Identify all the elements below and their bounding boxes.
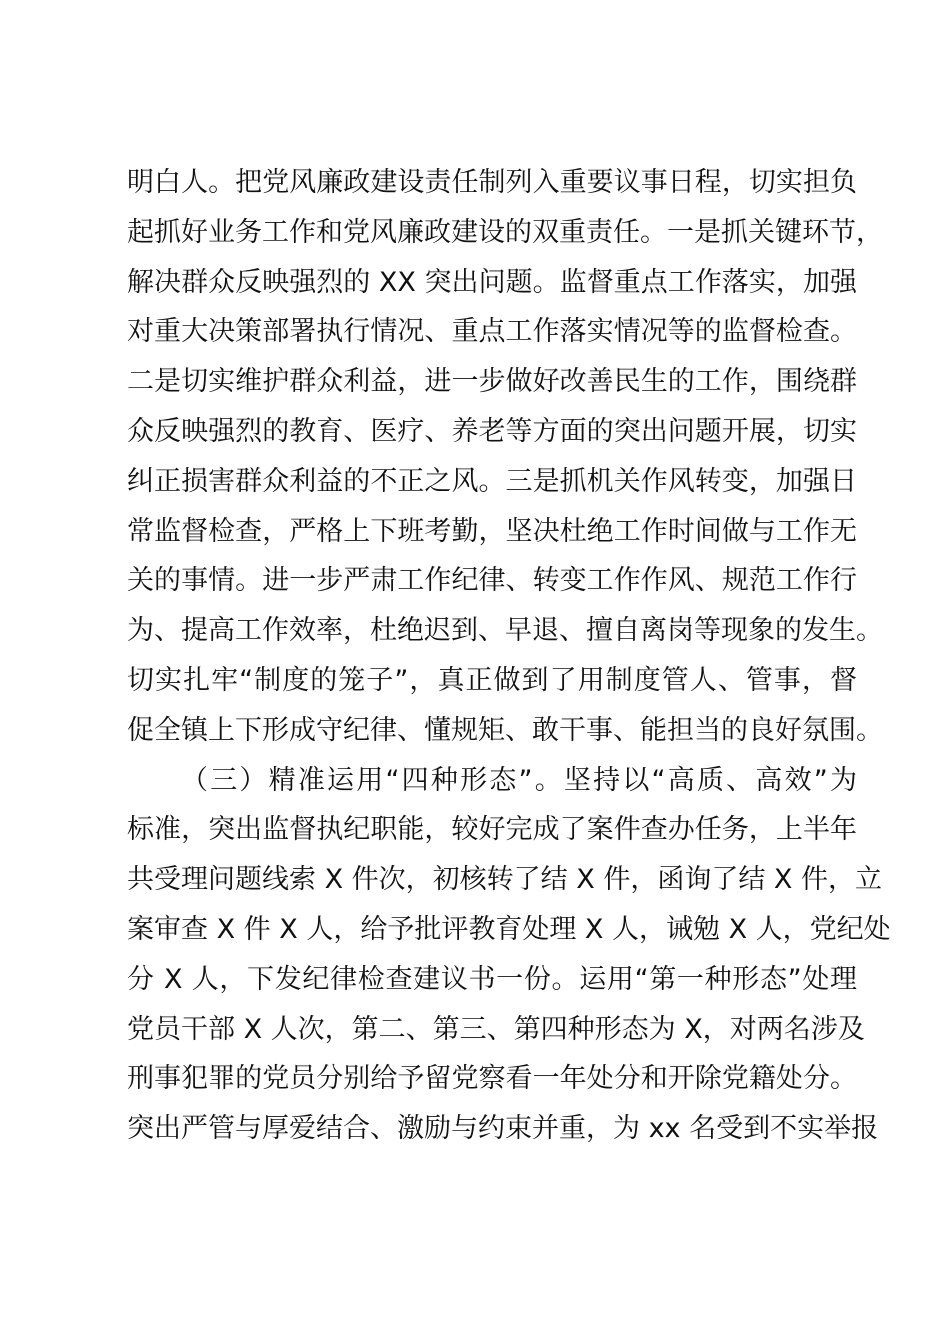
text-line: 刑事犯罪的党员分别给予留党察看一年处分和开除党籍处分。 [127, 1063, 857, 1095]
text-line: 常监督检查，严格上下班考勤，坚决杜绝工作时间做与工作无 [127, 515, 857, 547]
text-line: 起抓好业务工作和党风廉政建设的双重责任。一是抓关键环节， [127, 216, 883, 248]
text-line: 切实扎牢“制度的笼子”，真正做到了用制度管人、管事，督 [127, 664, 857, 696]
text-line: 标准，突出监督执纪职能，较好完成了案件查办任务，上半年 [127, 814, 857, 846]
text-line: 党员干部 X 人次，第二、第三、第四种形态为 X，对两名涉及 [127, 1013, 865, 1045]
text-line: 为、提高工作效率，杜绝迟到、早退、擅自离岗等现象的发生。 [127, 615, 883, 647]
text-line: 关的事情。进一步严肃工作纪律、转变工作作风、规范工作行 [127, 565, 857, 597]
text-line: 二是切实维护群众利益，进一步做好改善民生的工作，围绕群 [127, 366, 857, 398]
text-line: 分 X 人，下发纪律检查建议书一份。运用“第一种形态”处理 [127, 963, 857, 995]
text-line: 众反映强烈的教育、医疗、养老等方面的突出问题开展，切实 [127, 415, 857, 447]
text-line: 明白人。把党风廉政建设责任制列入重要议事日程，切实担负 [127, 167, 857, 198]
text-line: 解决群众反映强烈的 XX 突出问题。监督重点工作落实，加强 [127, 266, 857, 298]
text-line: 突出严管与厚爱结合、激励与约束并重，为 xx 名受到不实举报 [127, 1113, 879, 1145]
text-line: 纠正损害群众利益的不正之风。三是抓机关作风转变，加强日 [127, 465, 857, 497]
text-line: 对重大决策部署执行情况、重点工作落实情况等的监督检查。 [127, 316, 857, 348]
body-text [127, 158, 891, 1154]
text-line: 共受理问题线索 X 件次，初核转了结 X 件，函询了结 X 件，立 [127, 864, 882, 896]
text-line: 促全镇上下形成守纪律、懂规矩、敢干事、能担当的良好氛围。 [127, 714, 883, 746]
text-line: 案审查 X 件 X 人，给予批评教育处理 X 人，诫勉 X 人，党纪处 [127, 913, 891, 945]
section-heading-line: （三）精准运用“四种形态”。坚持以“高质、高效”为 [181, 764, 857, 796]
